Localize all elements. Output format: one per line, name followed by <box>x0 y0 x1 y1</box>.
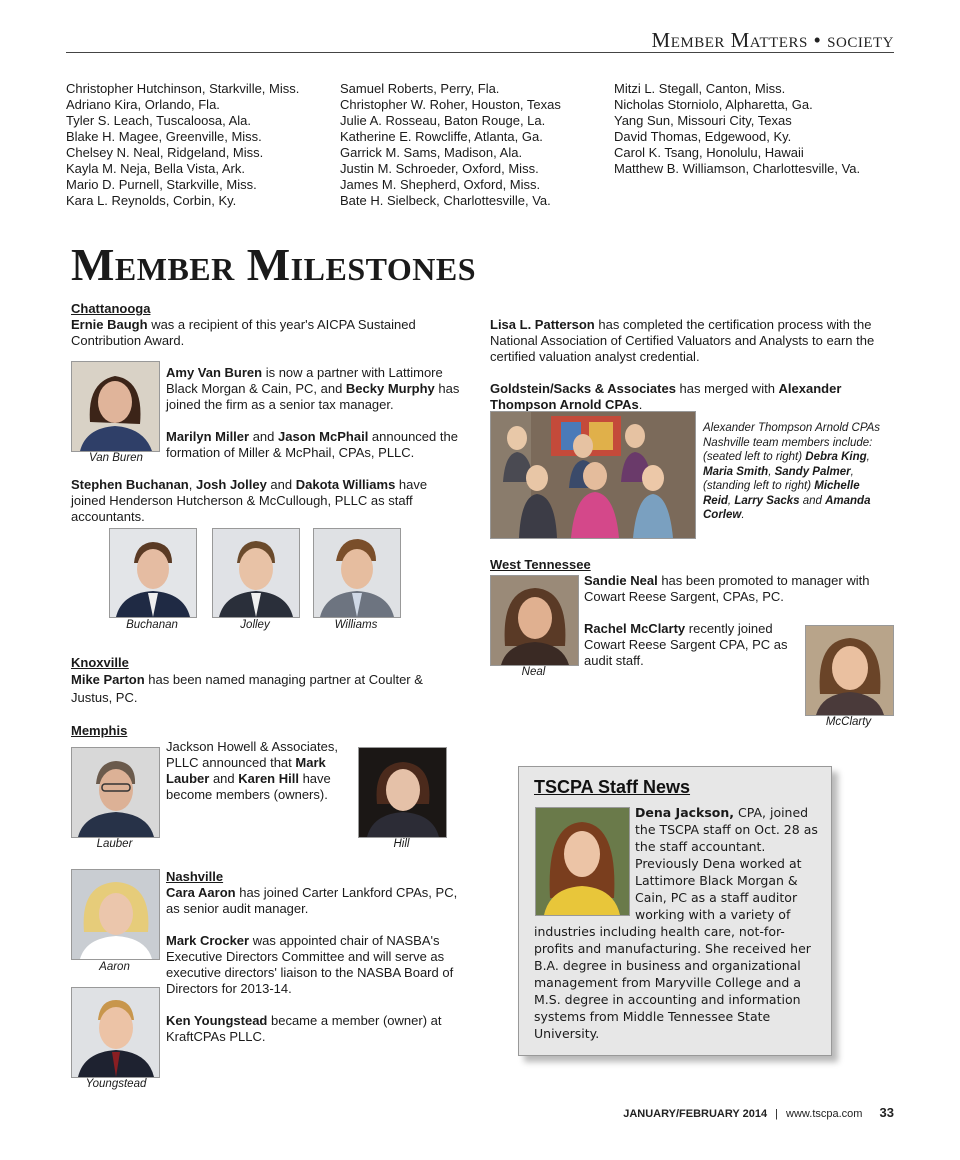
city-chattanooga: Chattanooga <box>71 301 151 316</box>
photo-hill <box>358 747 447 838</box>
photo-lauber <box>71 747 160 838</box>
mcclarty-paragraph: Rachel McClarty recently joined Cowart Reese Sargent CPA, PC as audit staff. <box>584 621 788 668</box>
member-name: David Thomas, Edgewood, Ky. <box>614 129 792 144</box>
footer-separator: | <box>775 1108 778 1120</box>
caption-neal: Neal <box>521 666 546 678</box>
van-buren-paragraph: Amy Van Buren is now a partner with Lattimore Black Morgan & Cain, PC, and Becky Murphy has joined the firm as a senior tax manager. <box>166 365 460 412</box>
miller-paragraph: Marilyn Miller and Jason McPhail announced the formation of Miller & McPhail, CPAs, PLLC. <box>166 429 458 460</box>
page-number: 33 <box>879 1105 894 1120</box>
member-name: Samuel Roberts, Perry, Fla. <box>340 81 500 96</box>
photo-aaron <box>71 869 160 960</box>
member-name: James M. Shepherd, Oxford, Miss. <box>340 177 541 192</box>
photo-buchanan <box>109 528 197 618</box>
footer-issue: JANUARY/FEBRUARY 2014 <box>623 1108 768 1120</box>
crocker-paragraph: Mark Crocker was appointed chair of NASBA's Executive Directors Committee and will serve as executive directors' liaison to the NASBA Board of Directors for 2013-14. <box>166 933 454 996</box>
member-name: Adriano Kira, Orlando, Fla. <box>66 97 220 112</box>
member-name: Christopher W. Roher, Houston, Texas <box>340 97 561 112</box>
header-rule <box>66 52 894 53</box>
member-name: Garrick M. Sams, Madison, Ala. <box>340 145 523 160</box>
member-name: Kayla M. Neja, Bella Vista, Ark. <box>66 161 245 176</box>
member-name: Matthew B. Williamson, Charlottesville, Va. <box>614 161 861 176</box>
milestones-title: Member Milestones <box>71 239 477 290</box>
caption-youngstead: Youngstead <box>85 1078 147 1090</box>
member-name: Carol K. Tsang, Honolulu, Hawaii <box>614 145 804 160</box>
section-header: Member Matters • society <box>651 28 894 52</box>
caption-aaron: Aaron <box>99 961 130 973</box>
caption-jolley: Jolley <box>240 619 270 631</box>
member-name: Christopher Hutchinson, Starkville, Miss. <box>66 81 300 96</box>
aaron-paragraph: Cara Aaron has joined Carter Lankford CPAs, PC, as senior audit manager. <box>166 885 458 916</box>
neal-paragraph: Sandie Neal has been promoted to manager with Cowart Reese Sargent, CPAs, PC. <box>584 573 870 604</box>
youngstead-paragraph: Ken Youngstead became a member (owner) at KraftCPAs PLLC. <box>166 1013 442 1044</box>
member-name: Chelsey N. Neal, Ridgeland, Miss. <box>66 145 264 160</box>
photo-williams <box>313 528 401 618</box>
photo-neal <box>490 575 579 666</box>
photo-mcclarty <box>805 625 894 716</box>
caption-williams: Williams <box>334 619 378 631</box>
merger-paragraph: Goldstein/Sacks & Associates has merged with Alexander Thompson Arnold CPAs. <box>490 381 842 412</box>
member-name: Katherine E. Rowcliffe, Atlanta, Ga. <box>340 129 543 144</box>
member-name: Kara L. Reynolds, Corbin, Ky. <box>66 193 237 208</box>
name-column-2 <box>340 81 610 209</box>
member-name: Mitzi L. Stegall, Canton, Miss. <box>614 81 786 96</box>
member-name: Justin M. Schroeder, Oxford, Miss. <box>340 161 539 176</box>
name-column-3 <box>614 81 904 177</box>
staff-news-box <box>518 766 832 1056</box>
member-name: Blake H. Magee, Greenville, Miss. <box>66 129 262 144</box>
city-nashville: Nashville <box>166 869 224 884</box>
member-name: Tyler S. Leach, Tuscaloosa, Ala. <box>66 113 251 128</box>
name-column-1 <box>66 81 336 209</box>
staff-news-body: Dena Jackson, CPA, joined the TSCPA staff on Oct. 28 as the staff accountant. Previously Dena worked at Lattimore Black Morgan & Cain, PC as a staff auditor working with a variety of industries including health care, not-for-profits and manufacturing. She received her B.A. degree in business and organizational management from Maryville College and a M.S. degree in accounting and information systems from Middle Tennessee State University. <box>534 805 818 1041</box>
patterson-paragraph: Lisa L. Patterson has completed the certification process with the National Association of Certified Valuators and Analysts to earn the certified valuation analyst credential. <box>490 317 875 364</box>
staff-accountants-paragraph: Stephen Buchanan, Josh Jolley and Dakota Williams have joined Henderson Hutcherson & McCullough, PLLC as staff accountants. <box>71 477 428 524</box>
memphis-paragraph: Jackson Howell & Associates, PLLC announced that Mark Lauber and Karen Hill have become members (owners). <box>166 739 338 802</box>
baugh-paragraph: Ernie Baugh was a recipient of this year's AICPA Sustained Contribution Award. <box>71 317 416 348</box>
parton-paragraph: Mike Parton has been named managing partner at Coulter & Justus, PC. <box>71 672 423 705</box>
city-knoxville: Knoxville <box>71 655 129 670</box>
caption-hill: Hill <box>393 838 410 850</box>
member-name: Mario D. Purnell, Starkville, Miss. <box>66 177 257 192</box>
staff-news-title: TSCPA Staff News <box>534 777 691 797</box>
photo-van-buren <box>71 361 160 452</box>
city-memphis: Memphis <box>71 723 128 738</box>
footer <box>623 1105 894 1120</box>
photo-ata-team <box>490 411 696 539</box>
photo-jolley <box>212 528 300 618</box>
ata-caption: Alexander Thompson Arnold CPAs Nashville team members include: (seated left to right) Debra King, Maria Smith, Sandy Palmer, (standing left to right) Michelle Reid, Larry Sacks and Amanda Corlew. <box>703 422 881 521</box>
photo-youngstead <box>71 987 160 1078</box>
city-west-tennessee: West Tennessee <box>490 557 591 572</box>
member-name: Yang Sun, Missouri City, Texas <box>614 113 792 128</box>
member-name: Bate H. Sielbeck, Charlottesville, Va. <box>340 193 551 208</box>
member-name: Nicholas Storniolo, Alpharetta, Ga. <box>614 97 813 112</box>
member-name: Julie A. Rosseau, Baton Rouge, La. <box>340 113 546 128</box>
footer-site[interactable]: www.tscpa.com <box>786 1108 863 1120</box>
caption-van-buren: Van Buren <box>89 452 143 464</box>
caption-buchanan: Buchanan <box>126 619 178 631</box>
caption-lauber: Lauber <box>96 838 133 850</box>
caption-mcclarty: McClarty <box>825 716 872 728</box>
